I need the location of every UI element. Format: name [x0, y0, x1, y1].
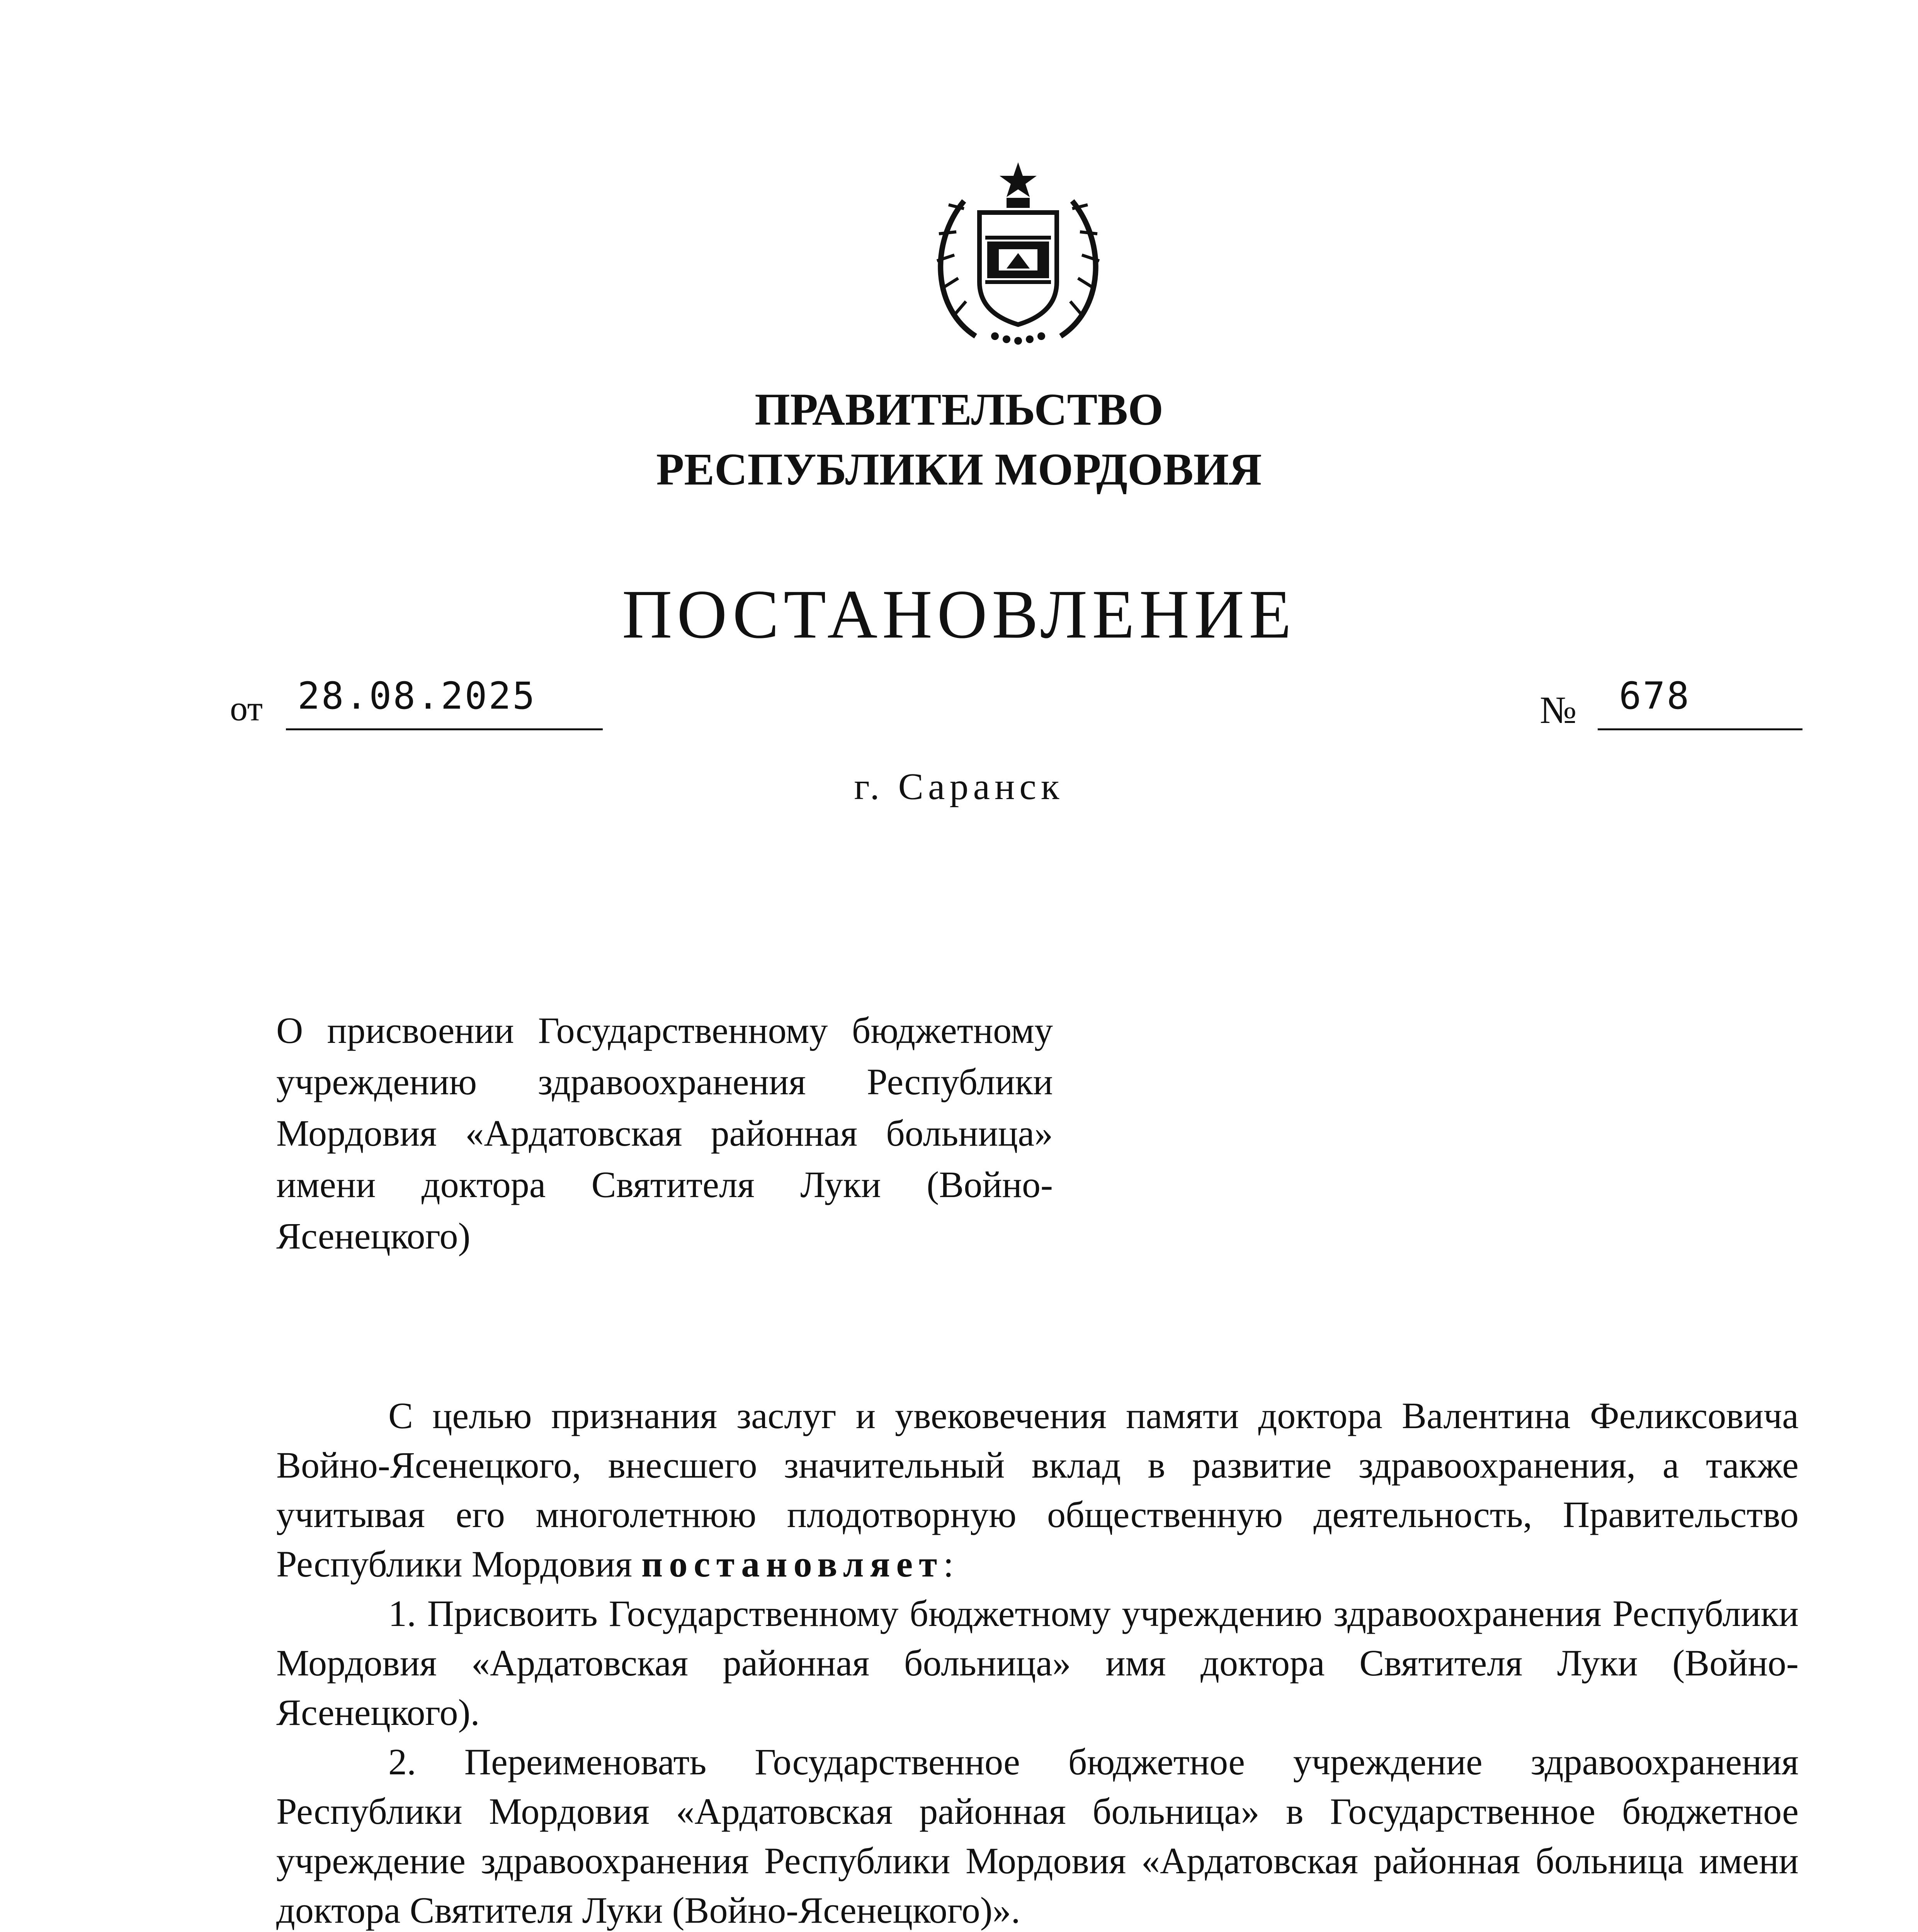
resolves-word: постановляет	[641, 1543, 944, 1585]
number-prefix: №	[1540, 689, 1577, 731]
date-prefix: от	[230, 689, 263, 728]
body-item-1: 1. Присвоить Государственному бюджетному учреждению здравоохранения Республики Мордовия «Ардатовская районная больница» имя доктора Святителя Луки (Войно-Ясенецкого).	[276, 1593, 1799, 1733]
body-intro-text: С целью признания заслуг и увековечения памяти доктора Валентина Феликсовича Войно-Ясенецкого, внесшего значительный вклад в развитие здравоохранения, а также учитывая его многолетнюю плодотворную общественную деятельность, Правительство Республики Мордовия	[276, 1395, 1799, 1585]
organization-title-line2: РЕСПУБЛИКИ МОРДОВИЯ	[656, 444, 1262, 495]
document-number: 678	[1619, 674, 1691, 718]
date-underline	[286, 728, 603, 730]
city-line: г. Саранск	[854, 766, 1064, 808]
document-type-heading: ПОСТАНОВЛЕНИЕ	[622, 576, 1296, 653]
resolves-colon: :	[943, 1543, 954, 1585]
document-subject: О присвоении Государственному бюджетному учреждению здравоохранения Республики Мордовия «Ардатовская районная больница» имени доктора Святителя Луки (Войно-Ясенецкого)	[276, 1010, 1053, 1257]
document-date: 28.08.2025	[298, 674, 536, 718]
organization-title-line1: ПРАВИТЕЛЬСТВО	[755, 384, 1163, 435]
body-intro-paragraph	[276, 1391, 1799, 1589]
document-body	[276, 1391, 1799, 1932]
number-underline	[1598, 728, 1802, 730]
coat-of-arms-icon	[918, 155, 1119, 348]
body-item-2: 2. Переименовать Государственное бюджетное учреждение здравоохранения Республики Мордовия «Ардатовская районная больница» в Государственное бюджетное учреждение здравоохранения Республики Мордовия «Ардатовская районная больница имени доктора Святителя Луки (Войно-Ясенецкого)».	[276, 1741, 1799, 1931]
